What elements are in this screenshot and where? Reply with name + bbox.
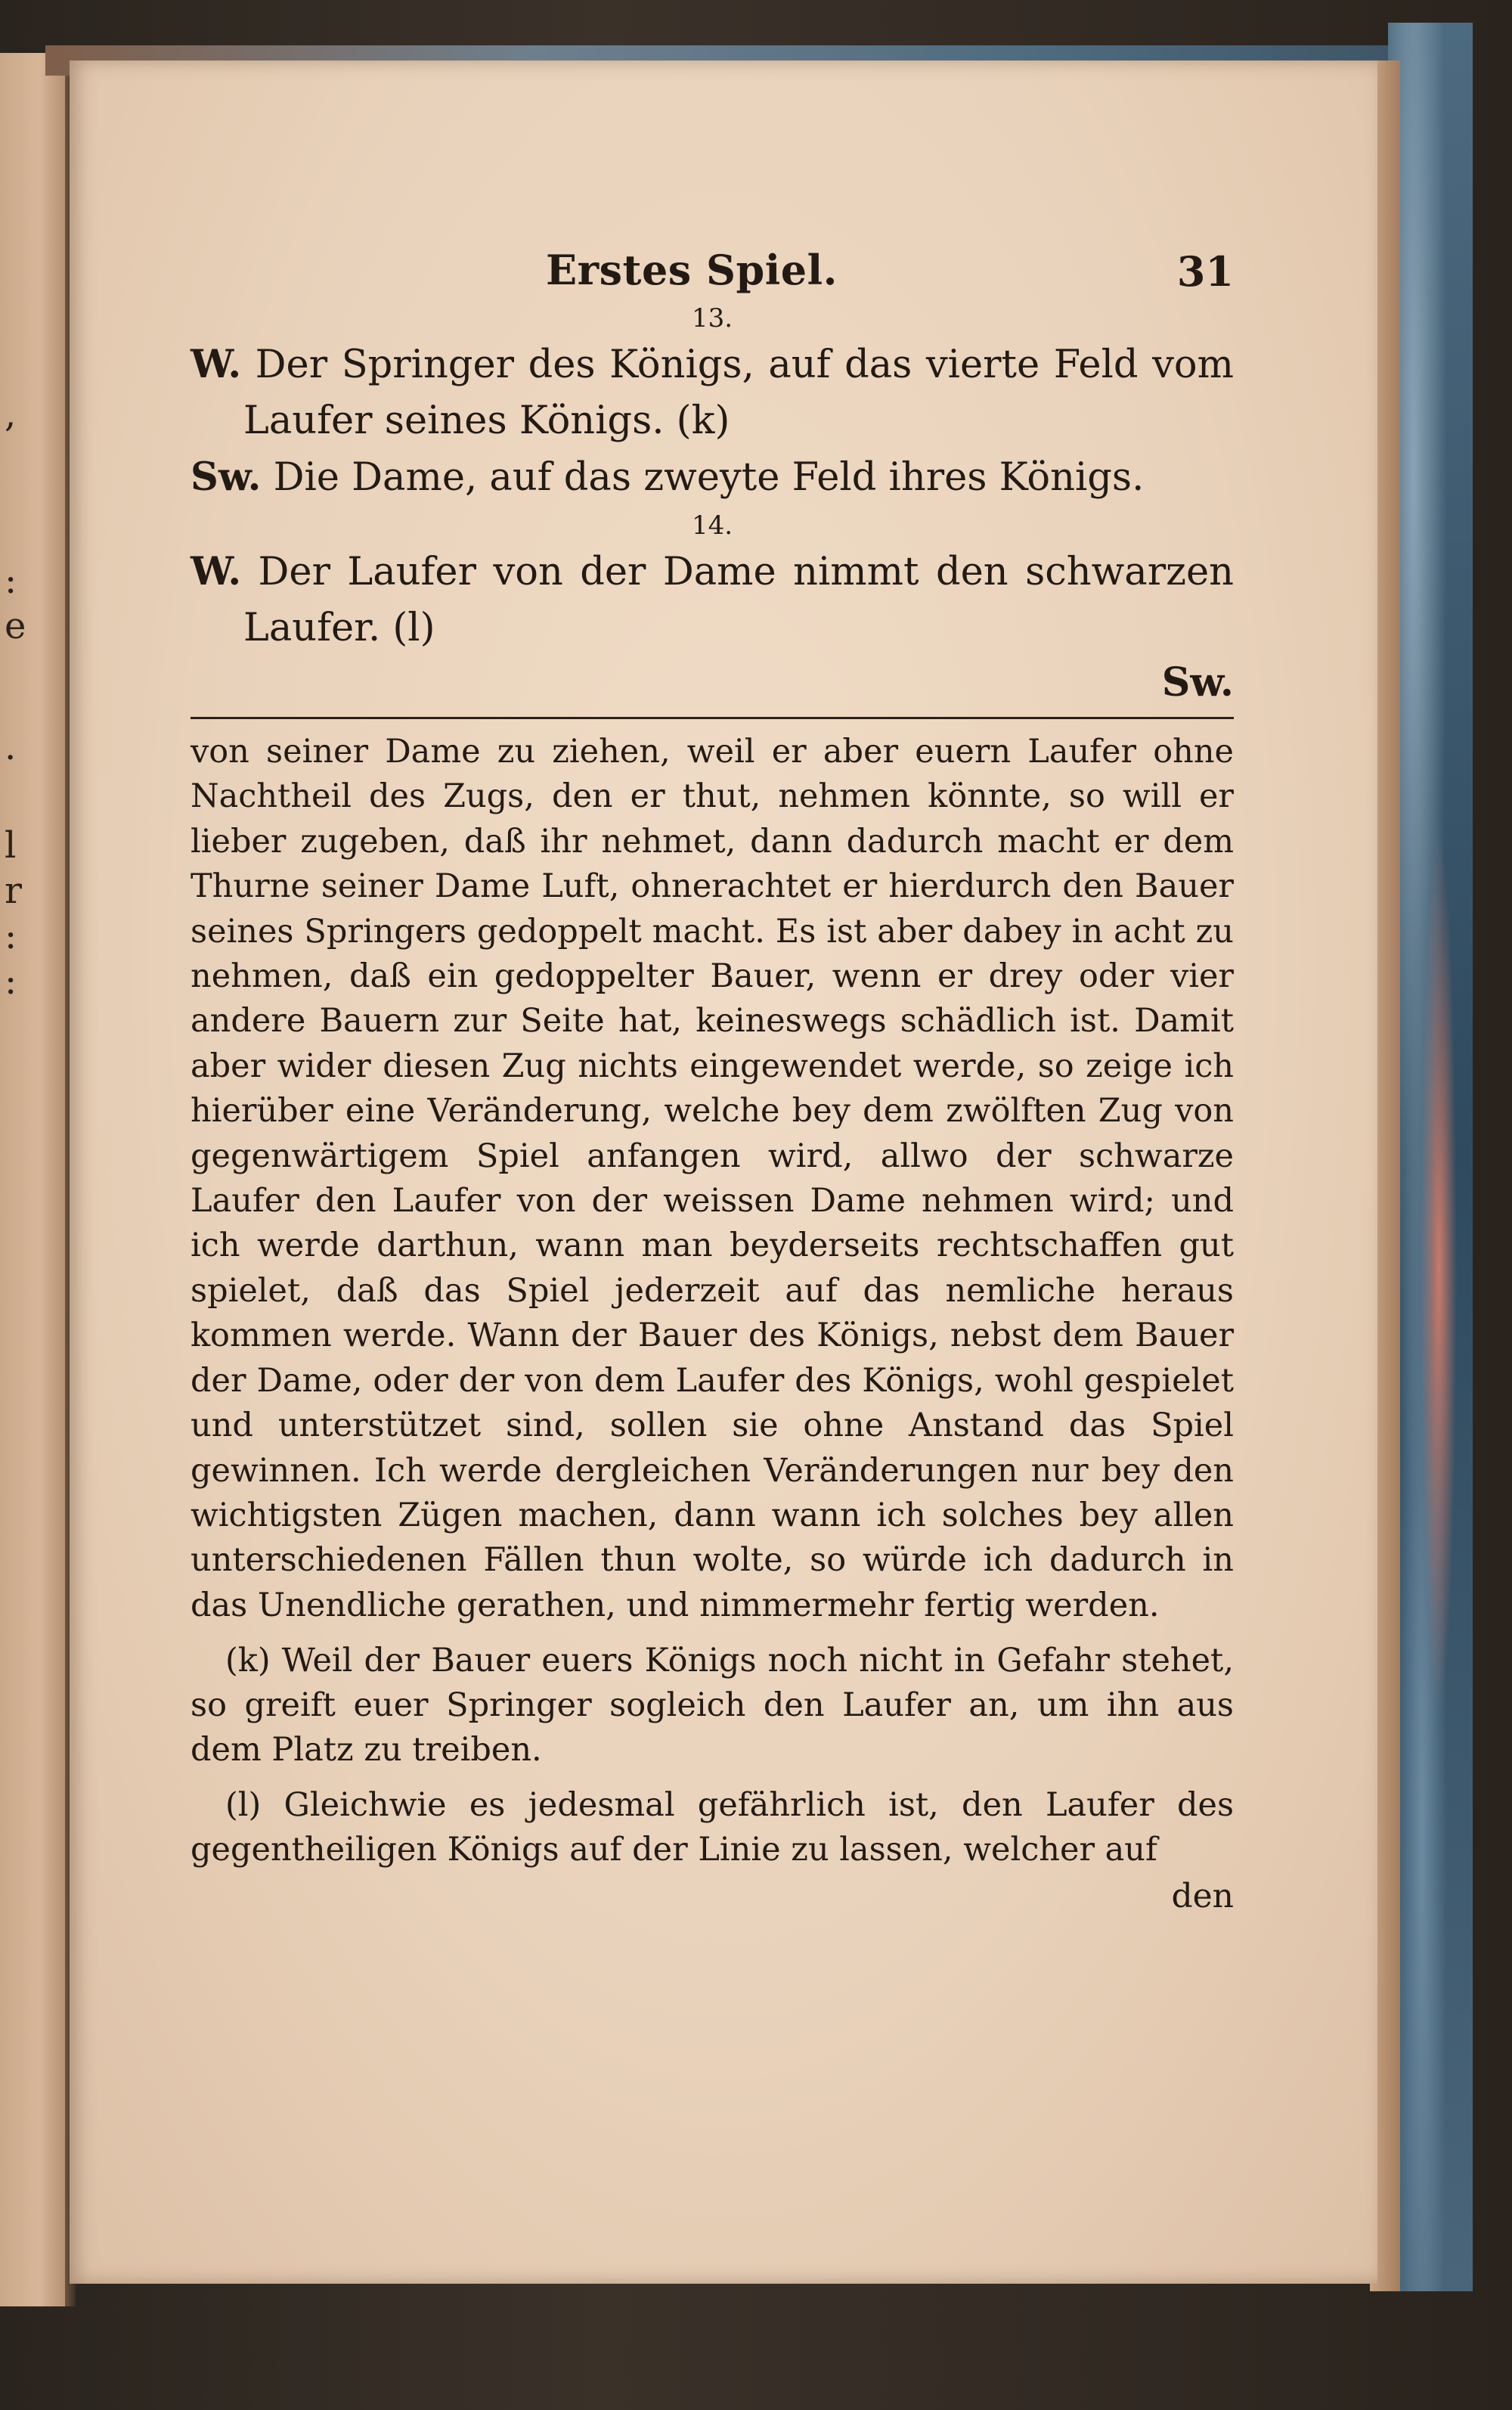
book-page [70,60,1377,2284]
catchword: den [1171,1877,1234,1916]
margin-fragment: : [5,915,17,957]
move-entry [191,449,1234,506]
move-text: Die Dame, auf das zweyte Feld ihres Königs. [273,455,1145,500]
footnote-mark: (l) [225,1786,262,1825]
margin-fragment: e [5,605,26,647]
footnote [191,1783,1234,1872]
margin-fragment: r [5,870,22,912]
player-label: W. [191,342,242,387]
page-header [191,231,1234,299]
footnote-text: Gleichwie es jedesmal gefährlich ist, den Laufer des gegentheiligen Königs auf der Linie zu lassen, welcher auf [191,1786,1235,1869]
player-label: W. [191,549,242,594]
commentary-paragraph: von seiner Dame zu ziehen, weil er aber euern Laufer ohne Nachtheil des Zugs, den er thut, nehmen könnte, so will er lieber zugeben, daß ihr nehmet, dann dadurch macht er dem Thurne seiner Dame Luft, ohnerachtet er hierdurch den Bauer seines Springers gedoppelt macht. Es ist aber dabey in acht zu nehmen, daß ein gedoppelter Bauer, wenn er drey oder vier andere Bauern zur Seite hat, keineswegs schädlich ist. Damit aber wider diesen Zug nichts eingewendet werde, so zeige ich hierüber eine Veränderung, welche bey dem zwölften Zug von gegenwärtigem Spiel anfangen wird, allwo der schwarze Laufer den Laufer von der weissen Dame nehmen wird; und ich werde darthun, wann man beyderseits rechtschaffen gut spielet, daß das Spiel jederzeit auf das nemliche heraus kommen werde. Wann der Bauer des Königs, nebst dem Bauer der Dame, oder der von dem Laufer des Königs, wohl gespielet und unterstützet sind, sollen sie ohne Anstand das Spiel gewinnen. Ich werde dergleichen Veränderungen nur bey den wichtigsten Zügen machen, dann wann ich solches bey allen unterschiedenen Fällen thun wolte, so würde ich dadurch in das Unendliche gerathen, und nimmermehr fertig werden. [191,733,1234,1624]
move-text: Der Laufer von der Dame nimmt den schwarzen Laufer. (l) [243,550,1234,650]
footnote [191,1639,1234,1773]
move-number: 14. [691,510,733,541]
margin-fragment: , [5,393,17,436]
move-text: Der Springer des Königs, auf das vierte Feld vom Laufer seines Königs. (k) [243,343,1234,443]
move-entry [191,337,1234,449]
running-title: Erstes Spiel. [546,246,838,294]
player-label: Sw. [191,454,262,500]
page-number: 31 [1176,247,1234,296]
move-catchword: Sw. [1161,659,1234,706]
move-entry [191,544,1234,656]
move-number: 13. [691,303,733,333]
footnote-mark: (k) [225,1642,271,1680]
divider-rule [191,717,1234,719]
marbled-cover-edge [1388,23,1473,2291]
margin-fragment: : [5,960,17,1003]
footnote-text: Weil der Bauer euers Königs noch nicht in Gefahr stehet, so greift euer Springer sogleich den Laufer an, um ihn aus dem Platz zu treiben. [191,1642,1234,1770]
page-content [191,231,1234,1915]
commentary-text [191,730,1234,1628]
margin-fragment: . [5,726,17,768]
margin-fragment: l [5,824,17,867]
margin-fragment: : [5,560,17,602]
left-page-margin-fragments [0,0,65,2410]
